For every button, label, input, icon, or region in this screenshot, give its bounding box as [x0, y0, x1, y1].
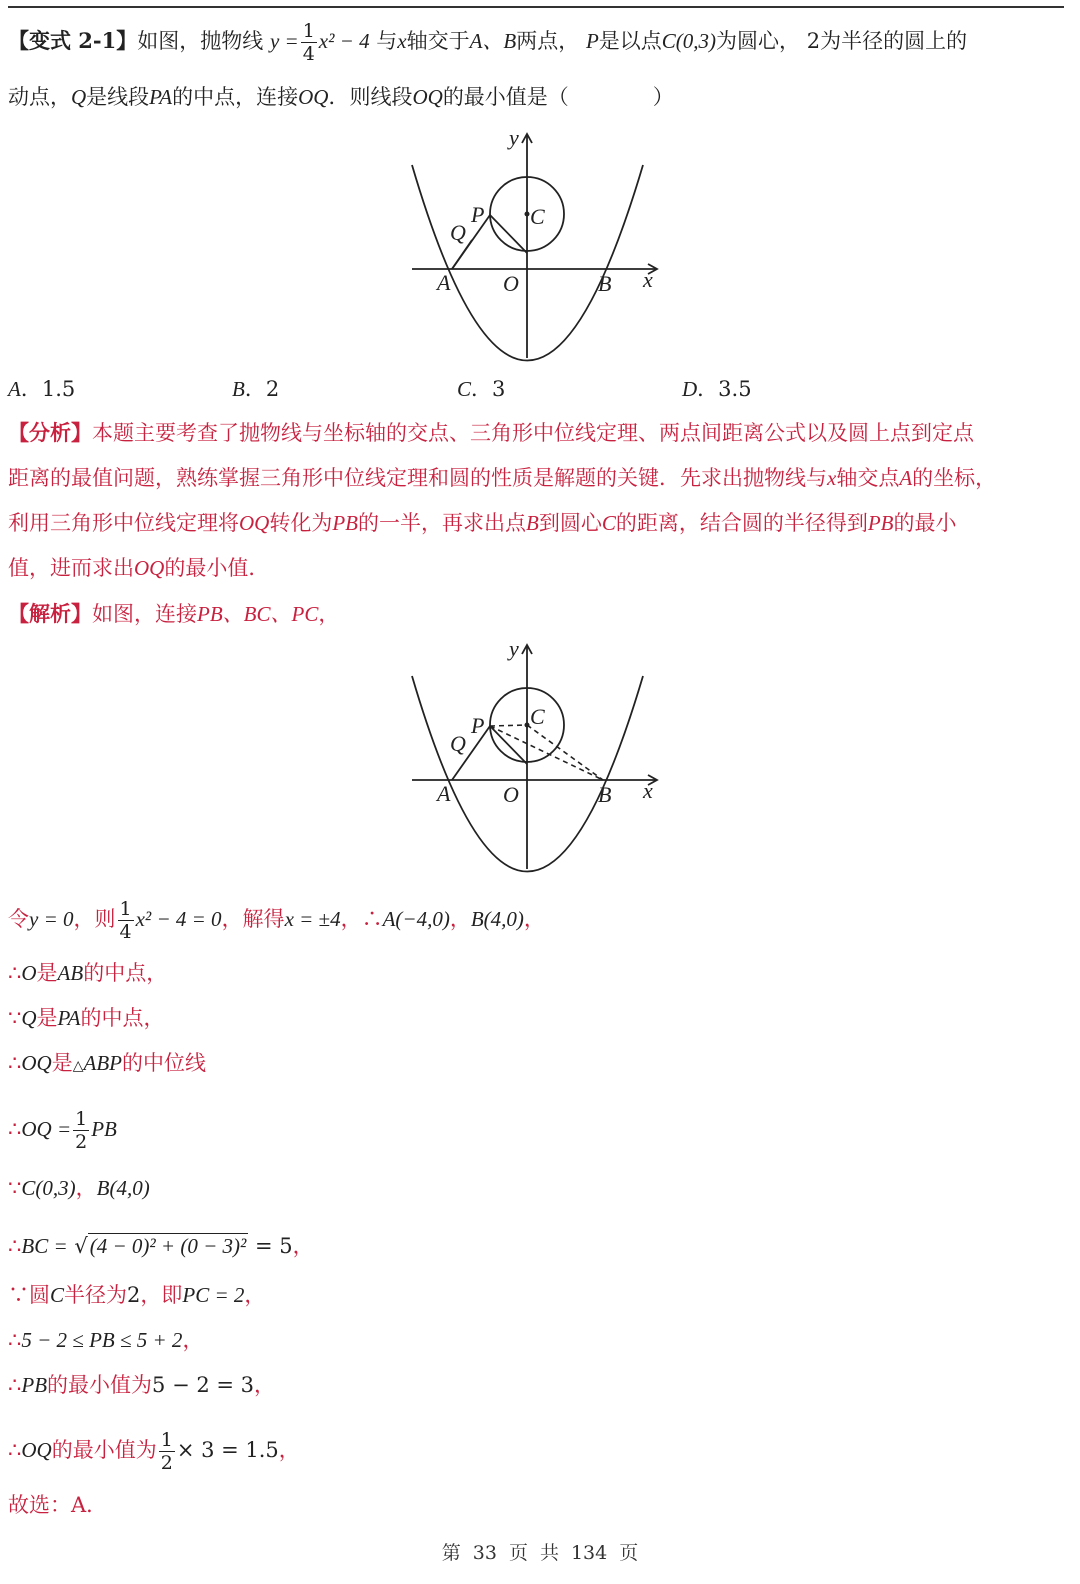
step-math: BC = — [21, 1234, 68, 1258]
analysis-text: 到圆心 — [538, 511, 602, 535]
step-math: OQ — [21, 1051, 52, 1075]
solution-step-11 — [8, 1429, 300, 1474]
solution-step-2 — [8, 958, 167, 988]
step-text: 是 — [51, 1051, 73, 1075]
step-text: ， — [523, 907, 545, 931]
option-value: 3.5 — [718, 377, 752, 401]
analysis-tag: 【分析】 — [8, 420, 92, 445]
problem-text: 为圆心， — [716, 29, 801, 53]
page-total: 134 — [570, 1542, 608, 1564]
analysis-text: 轴交点 — [836, 466, 900, 490]
analysis-text: 值，进而求出 — [8, 556, 134, 580]
fraction-numerator: 1 — [160, 1429, 173, 1451]
problem-line-2 — [8, 82, 674, 112]
option-b[interactable]: B．2 — [232, 377, 280, 401]
label-b: B — [598, 782, 612, 807]
step-math: ABP — [83, 1051, 122, 1075]
step-text: ，即 — [140, 1283, 183, 1307]
label-a: A — [437, 270, 451, 295]
solution-step-10 — [8, 1370, 275, 1400]
problem-text: 是以点 — [598, 29, 662, 53]
fraction-denominator: 2 — [75, 1131, 88, 1153]
analysis-text: 的最小 — [893, 511, 957, 535]
analysis-text: 的坐标， — [912, 466, 997, 490]
step-math: PA — [57, 1006, 81, 1030]
analysis-text: 的最小值． — [164, 556, 270, 580]
final-answer: 故选：A． — [8, 1493, 108, 1517]
footer-text: 页 — [619, 1542, 639, 1564]
step-text: ∴ — [8, 1234, 22, 1258]
step-text: ∴ — [8, 1328, 22, 1352]
figure-1 — [400, 125, 670, 365]
analysis-text: 距离的最值问题，熟练掌握三角形中位线定理和圆的性质是解题的关键．先求出抛物线与 — [8, 466, 827, 490]
problem-text: 为半径的圆上的 — [820, 29, 968, 53]
label-x: x — [643, 267, 653, 292]
step-text: 的最小值为 — [51, 1438, 157, 1462]
segment-oq: OQ — [412, 85, 443, 109]
label-q: Q — [450, 731, 466, 756]
step-text: 的中点， — [83, 961, 168, 985]
step-text: ，则 — [73, 907, 116, 931]
problem-tag: 【变式 2-1】 — [8, 28, 138, 53]
step-text: ∵圆 — [8, 1283, 50, 1307]
solution-step-6 — [8, 1173, 150, 1203]
step-math: B(4,0) — [470, 907, 524, 931]
option-letter: A — [8, 377, 21, 401]
solution-step-5 — [8, 1108, 117, 1153]
solution-answer — [8, 1490, 107, 1520]
step-text: 的中位线 — [121, 1051, 206, 1075]
step-math: O — [21, 961, 37, 985]
step-math: Q — [21, 1006, 37, 1030]
step-text: ∵ — [8, 1006, 22, 1030]
fraction-numerator: 1 — [119, 898, 132, 920]
segment-oq: OQ — [298, 85, 329, 109]
step-text: ∴ — [8, 1438, 22, 1462]
solution-text: 如图，连接 — [92, 602, 197, 626]
solution-step-3 — [8, 1003, 165, 1033]
step-math: A(−4,0) — [382, 907, 450, 931]
analysis-line-2 — [8, 463, 996, 493]
step-text: ，∴ — [340, 907, 383, 931]
top-rule — [8, 6, 1064, 8]
var-q: Q — [71, 85, 87, 109]
step-text: 令 — [8, 907, 29, 931]
analysis-line-4 — [8, 553, 269, 583]
sqrt-symbol: √ — [74, 1234, 88, 1258]
step-text: ， — [292, 1234, 314, 1258]
solution-step-8 — [8, 1280, 265, 1310]
step-math: OQ — [21, 1438, 52, 1462]
step-text: ， — [449, 907, 471, 931]
fraction-denominator: 4 — [119, 921, 132, 943]
dashed-pc — [490, 725, 527, 726]
analysis-text: 转化为 — [269, 511, 333, 535]
footer-text: 第 — [441, 1542, 461, 1564]
triangle-symbol: △ — [72, 1058, 84, 1074]
label-a: A — [437, 781, 451, 806]
fraction-denominator: 2 — [160, 1452, 173, 1474]
segment-pa: PA — [149, 85, 173, 109]
step-text: ， — [254, 1373, 276, 1397]
step-text: ， — [278, 1438, 300, 1462]
step-text: ， — [244, 1283, 266, 1307]
analysis-text: 本题主要考查了抛物线与坐标轴的交点、三角形中位线定理、两点间距离公式以及圆上点到定点 — [92, 421, 974, 445]
analysis-var: OQ — [134, 556, 165, 580]
problem-text: 两点， — [516, 29, 580, 53]
step-text: ， — [75, 1176, 97, 1200]
step-math: x² − 4 = 0 — [135, 907, 222, 931]
sqrt-content: (4 − 0)² + (0 − 3)² — [89, 1234, 247, 1258]
option-a[interactable]: A．1.5 — [8, 377, 76, 401]
problem-text: 动点， — [8, 85, 71, 109]
analysis-var: OQ — [239, 511, 270, 535]
step-math: 5 − 2 = 3 — [152, 1373, 255, 1397]
analysis-var: PB — [332, 511, 358, 535]
problem-text: 的最小值是（ ） — [442, 85, 674, 109]
solution-step-4 — [8, 1048, 206, 1081]
label-b: B — [598, 271, 612, 296]
analysis-var: x — [827, 466, 837, 490]
label-c: C — [530, 204, 545, 229]
step-math: x = ±4 — [284, 907, 341, 931]
option-value: 3 — [492, 377, 506, 401]
label-o: O — [503, 271, 519, 296]
equation-lhs: y = — [269, 29, 299, 53]
problem-text: ．则线段 — [328, 85, 413, 109]
option-value: 2 — [265, 377, 280, 401]
step-math: OQ = — [21, 1117, 72, 1141]
var-x: x — [397, 29, 407, 53]
label-p: P — [471, 202, 485, 227]
step-text: ∵ — [8, 1176, 22, 1200]
step-text: ∴ — [8, 1051, 22, 1075]
step-text: ∴ — [8, 1373, 22, 1397]
step-text: 是 — [36, 961, 58, 985]
fraction-numerator: 1 — [302, 20, 315, 42]
step-math: C — [50, 1283, 65, 1307]
problem-text: 的中点，连接 — [172, 85, 299, 109]
center-dot — [525, 212, 530, 217]
problem-text: 轴交于 — [406, 29, 470, 53]
option-d[interactable]: D．3.5 — [682, 377, 752, 401]
analysis-var: PB — [867, 511, 894, 535]
center-dot — [525, 723, 530, 728]
var-p: P — [585, 29, 599, 53]
step-math: 2 — [127, 1283, 141, 1307]
fraction-one-quarter — [301, 20, 317, 65]
fraction-denominator: 4 — [302, 43, 315, 65]
footer-text: 共 — [539, 1542, 559, 1564]
step-text: 的中点， — [80, 1006, 165, 1030]
step-math: C(0,3) — [21, 1176, 76, 1200]
label-y: y — [509, 636, 519, 661]
solution-step-1 — [8, 898, 545, 943]
step-math: y = 0 — [29, 907, 74, 931]
solution-step-7 — [8, 1231, 314, 1261]
step-math: = 5 — [254, 1234, 293, 1258]
option-letter: B — [232, 377, 245, 401]
solution-var: PB、BC、PC — [197, 602, 319, 626]
analysis-text: 的距离，结合圆的半径得到 — [615, 511, 868, 535]
fraction-one-half — [73, 1108, 89, 1153]
step-math: AB — [57, 961, 84, 985]
step-text: 是 — [36, 1006, 58, 1030]
problem-text: 如图，抛物线 — [137, 29, 264, 53]
page-number: 33 — [472, 1542, 497, 1564]
analysis-text: 利用三角形中位线定理将 — [8, 511, 239, 535]
problem-text: 与 — [376, 29, 398, 53]
problem-line-1 — [8, 20, 967, 65]
step-math: PB — [91, 1117, 117, 1141]
solution-step-9 — [8, 1325, 203, 1355]
analysis-var: B — [526, 511, 539, 535]
label-c: C — [530, 704, 545, 729]
equation-rest: x² − 4 — [318, 29, 370, 53]
analysis-line-1 — [8, 418, 974, 448]
points-ab: A、B — [469, 29, 517, 53]
solution-intro — [8, 599, 339, 629]
problem-text: 是线段 — [86, 85, 150, 109]
fraction-one-quarter — [118, 898, 134, 943]
option-letter: C — [457, 377, 472, 401]
analysis-var: A — [899, 466, 913, 490]
analysis-var: C — [601, 511, 616, 535]
option-letter: D — [682, 377, 698, 401]
analysis-text: 的一半，再求出点 — [358, 511, 526, 535]
label-p: P — [471, 713, 485, 738]
step-math: × 3 = 1.5 — [176, 1438, 279, 1462]
step-text: ∴ — [8, 1117, 22, 1141]
label-q: Q — [450, 220, 466, 245]
footer-text: 页 — [508, 1542, 528, 1564]
step-math: 5 − 2 ≤ PB ≤ 5 + 2 — [21, 1328, 183, 1352]
option-value: 1.5 — [41, 377, 76, 401]
step-text: ，解得 — [221, 907, 285, 931]
step-math: PC = 2 — [182, 1283, 245, 1307]
step-math: B(4,0) — [96, 1176, 150, 1200]
step-text: ， — [182, 1328, 204, 1352]
fraction-numerator: 1 — [75, 1108, 88, 1130]
label-o: O — [503, 782, 519, 807]
step-text: ∴ — [8, 961, 22, 985]
fraction-one-half — [159, 1429, 175, 1474]
dashed-pb — [490, 726, 603, 780]
step-math: PB — [21, 1373, 48, 1397]
step-text: 半径为 — [64, 1283, 128, 1307]
figure-2 — [400, 636, 670, 876]
label-y: y — [509, 125, 519, 150]
label-x: x — [643, 778, 653, 803]
point-c: C(0,3) — [661, 29, 717, 53]
solution-text: ， — [318, 602, 340, 626]
solution-tag: 【解析】 — [8, 601, 92, 626]
option-c[interactable]: C．3 — [457, 377, 506, 401]
analysis-line-3 — [8, 508, 957, 538]
radius-value: 2 — [806, 29, 821, 53]
page-footer — [0, 1540, 1080, 1566]
step-text: 的最小值为 — [47, 1373, 153, 1397]
dashed-cb — [527, 725, 603, 780]
